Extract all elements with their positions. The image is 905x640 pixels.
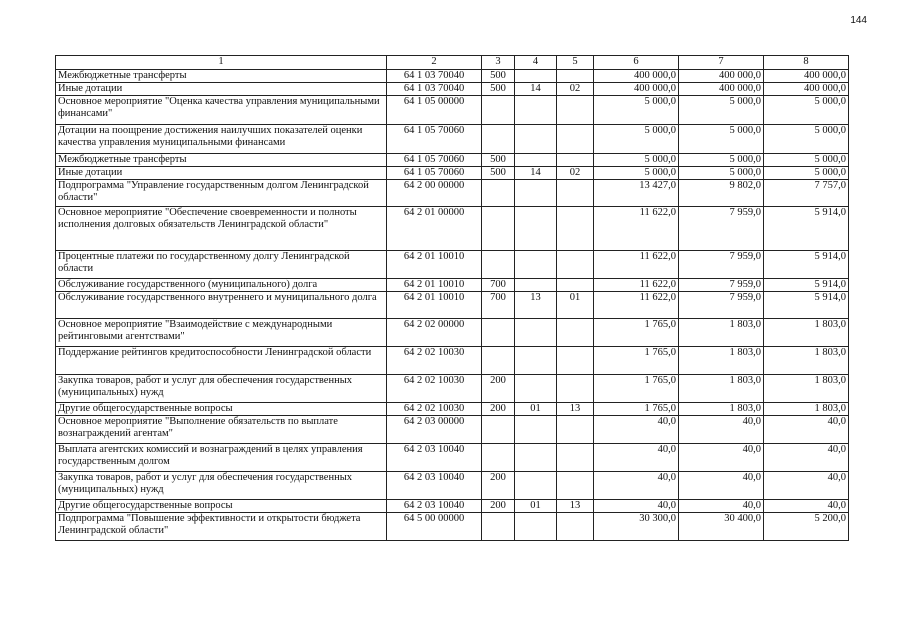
column-header: 4	[515, 56, 557, 70]
row-section	[515, 347, 557, 375]
row-expense-type	[482, 444, 515, 472]
row-amount-col8: 400 000,0	[764, 83, 849, 96]
row-code: 64 1 05 70060	[387, 154, 482, 167]
row-code: 64 2 01 10010	[387, 279, 482, 292]
row-section	[515, 444, 557, 472]
table-row	[56, 279, 849, 292]
row-section: 01	[515, 403, 557, 416]
row-amount-col8: 5 200,0	[764, 513, 849, 541]
row-amount-col8: 40,0	[764, 444, 849, 472]
row-subsection	[557, 180, 594, 207]
row-section	[515, 180, 557, 207]
row-amount-col7: 400 000,0	[679, 70, 764, 83]
row-amount-col6: 40,0	[594, 416, 679, 444]
row-code: 64 1 05 70060	[387, 125, 482, 154]
row-amount-col6: 1 765,0	[594, 347, 679, 375]
row-amount-col6: 40,0	[594, 444, 679, 472]
row-code: 64 2 03 00000	[387, 416, 482, 444]
row-expense-type	[482, 180, 515, 207]
column-header: 7	[679, 56, 764, 70]
row-amount-col7: 30 400,0	[679, 513, 764, 541]
row-subsection	[557, 416, 594, 444]
row-amount-col7: 40,0	[679, 416, 764, 444]
row-amount-col6: 400 000,0	[594, 83, 679, 96]
row-expense-type: 500	[482, 83, 515, 96]
row-section	[515, 513, 557, 541]
row-section: 13	[515, 292, 557, 319]
row-section: 14	[515, 83, 557, 96]
row-amount-col8: 5 914,0	[764, 279, 849, 292]
row-amount-col8: 1 803,0	[764, 375, 849, 403]
row-amount-col7: 40,0	[679, 444, 764, 472]
row-subsection	[557, 125, 594, 154]
row-section	[515, 125, 557, 154]
row-amount-col6: 11 622,0	[594, 279, 679, 292]
table-row	[56, 444, 849, 472]
row-amount-col6: 40,0	[594, 500, 679, 513]
row-expense-type	[482, 125, 515, 154]
row-section	[515, 375, 557, 403]
row-subsection	[557, 96, 594, 125]
row-subsection	[557, 347, 594, 375]
table-row	[56, 347, 849, 375]
table-row	[56, 154, 849, 167]
column-header: 1	[56, 56, 387, 70]
row-amount-col6: 5 000,0	[594, 167, 679, 180]
row-amount-col7: 5 000,0	[679, 154, 764, 167]
row-name: Межбюджетные трансферты	[56, 70, 387, 83]
row-amount-col6: 5 000,0	[594, 96, 679, 125]
table-row	[56, 83, 849, 96]
row-code: 64 1 05 70060	[387, 167, 482, 180]
row-amount-col8: 5 000,0	[764, 154, 849, 167]
row-amount-col8: 5 000,0	[764, 167, 849, 180]
row-amount-col8: 40,0	[764, 472, 849, 500]
row-amount-col8: 5 914,0	[764, 207, 849, 251]
row-code: 64 2 03 10040	[387, 500, 482, 513]
row-subsection	[557, 513, 594, 541]
row-name: Закупка товаров, работ и услуг для обеспечения государственных (муниципальных) нужд	[56, 375, 387, 403]
budget-table	[55, 55, 849, 541]
row-section	[515, 416, 557, 444]
row-expense-type	[482, 513, 515, 541]
row-section	[515, 207, 557, 251]
row-subsection	[557, 444, 594, 472]
row-subsection: 02	[557, 83, 594, 96]
row-amount-col8: 40,0	[764, 500, 849, 513]
column-number-row	[56, 56, 849, 70]
row-expense-type: 500	[482, 167, 515, 180]
row-subsection: 02	[557, 167, 594, 180]
row-expense-type	[482, 96, 515, 125]
row-amount-col6: 1 765,0	[594, 375, 679, 403]
row-amount-col7: 9 802,0	[679, 180, 764, 207]
row-name: Другие общегосударственные вопросы	[56, 500, 387, 513]
column-header: 2	[387, 56, 482, 70]
row-code: 64 2 01 10010	[387, 292, 482, 319]
row-expense-type: 200	[482, 403, 515, 416]
table-row	[56, 70, 849, 83]
row-name: Обслуживание государственного (муниципального) долга	[56, 279, 387, 292]
row-amount-col7: 7 959,0	[679, 251, 764, 279]
row-code: 64 2 01 10010	[387, 251, 482, 279]
row-amount-col6: 30 300,0	[594, 513, 679, 541]
row-code: 64 2 03 10040	[387, 472, 482, 500]
row-amount-col6: 5 000,0	[594, 154, 679, 167]
row-code: 64 2 02 10030	[387, 375, 482, 403]
row-section	[515, 319, 557, 347]
row-amount-col6: 40,0	[594, 472, 679, 500]
row-section	[515, 279, 557, 292]
row-amount-col6: 11 622,0	[594, 251, 679, 279]
row-expense-type	[482, 416, 515, 444]
row-section: 14	[515, 167, 557, 180]
table-body	[56, 70, 849, 541]
row-code: 64 1 03 70040	[387, 83, 482, 96]
row-amount-col7: 7 959,0	[679, 207, 764, 251]
row-expense-type	[482, 251, 515, 279]
row-name: Подпрограмма "Управление государственным долгом Ленинградской области"	[56, 180, 387, 207]
row-expense-type: 500	[482, 70, 515, 83]
row-expense-type: 200	[482, 500, 515, 513]
row-section	[515, 70, 557, 83]
row-amount-col8: 1 803,0	[764, 403, 849, 416]
row-subsection	[557, 251, 594, 279]
row-amount-col8: 40,0	[764, 416, 849, 444]
row-code: 64 2 02 00000	[387, 319, 482, 347]
row-code: 64 2 02 10030	[387, 347, 482, 375]
row-code: 64 2 00 00000	[387, 180, 482, 207]
table-row	[56, 500, 849, 513]
row-amount-col7: 1 803,0	[679, 347, 764, 375]
row-amount-col6: 13 427,0	[594, 180, 679, 207]
row-subsection	[557, 375, 594, 403]
row-code: 64 2 02 10030	[387, 403, 482, 416]
row-amount-col8: 1 803,0	[764, 347, 849, 375]
row-amount-col7: 5 000,0	[679, 167, 764, 180]
row-subsection	[557, 207, 594, 251]
row-name: Основное мероприятие "Оценка качества управления муниципальными финансами"	[56, 96, 387, 125]
row-section: 01	[515, 500, 557, 513]
row-amount-col8: 5 914,0	[764, 251, 849, 279]
row-amount-col8: 5 000,0	[764, 96, 849, 125]
row-name: Межбюджетные трансферты	[56, 154, 387, 167]
row-amount-col8: 1 803,0	[764, 319, 849, 347]
row-amount-col7: 1 803,0	[679, 403, 764, 416]
row-amount-col8: 5 914,0	[764, 292, 849, 319]
table-row	[56, 292, 849, 319]
table-row	[56, 125, 849, 154]
row-name: Обслуживание государственного внутреннего и муниципального долга	[56, 292, 387, 319]
page-number: 144	[850, 15, 867, 26]
row-amount-col8: 5 000,0	[764, 125, 849, 154]
table-row	[56, 319, 849, 347]
row-expense-type	[482, 207, 515, 251]
row-name: Другие общегосударственные вопросы	[56, 403, 387, 416]
row-code: 64 2 01 00000	[387, 207, 482, 251]
row-name: Основное мероприятие "Выполнение обязательств по выплате вознаграждений агентам"	[56, 416, 387, 444]
row-amount-col6: 1 765,0	[594, 403, 679, 416]
row-subsection: 13	[557, 500, 594, 513]
row-expense-type: 700	[482, 279, 515, 292]
row-subsection	[557, 279, 594, 292]
column-header: 3	[482, 56, 515, 70]
row-section	[515, 251, 557, 279]
row-amount-col7: 40,0	[679, 472, 764, 500]
row-amount-col6: 5 000,0	[594, 125, 679, 154]
row-subsection	[557, 154, 594, 167]
table-row	[56, 375, 849, 403]
column-header: 8	[764, 56, 849, 70]
row-amount-col7: 1 803,0	[679, 319, 764, 347]
row-expense-type: 200	[482, 472, 515, 500]
row-subsection	[557, 319, 594, 347]
row-expense-type	[482, 319, 515, 347]
table-row	[56, 207, 849, 251]
table-row	[56, 403, 849, 416]
row-expense-type: 700	[482, 292, 515, 319]
table-row	[56, 513, 849, 541]
row-amount-col6: 11 622,0	[594, 292, 679, 319]
row-subsection: 01	[557, 292, 594, 319]
row-code: 64 1 05 00000	[387, 96, 482, 125]
table-row	[56, 180, 849, 207]
row-amount-col8: 400 000,0	[764, 70, 849, 83]
row-name: Выплата агентских комиссий и вознаграждений в целях управления государственным долгом	[56, 444, 387, 472]
row-amount-col7: 400 000,0	[679, 83, 764, 96]
row-amount-col6: 400 000,0	[594, 70, 679, 83]
row-code: 64 5 00 00000	[387, 513, 482, 541]
column-header: 5	[557, 56, 594, 70]
row-name: Поддержание рейтингов кредитоспособности Ленинградской области	[56, 347, 387, 375]
row-name: Основное мероприятие "Взаимодействие с международными рейтинговыми агентствами"	[56, 319, 387, 347]
table-row	[56, 416, 849, 444]
row-name: Процентные платежи по государственному долгу Ленинградской области	[56, 251, 387, 279]
row-section	[515, 96, 557, 125]
row-subsection	[557, 472, 594, 500]
row-amount-col7: 7 959,0	[679, 292, 764, 319]
row-code: 64 2 03 10040	[387, 444, 482, 472]
row-name: Иные дотации	[56, 167, 387, 180]
row-name: Иные дотации	[56, 83, 387, 96]
table-row	[56, 251, 849, 279]
row-amount-col6: 1 765,0	[594, 319, 679, 347]
row-name: Основное мероприятие "Обеспечение своевременности и полноты исполнения долговых обязательств Ленинградской области"	[56, 207, 387, 251]
row-expense-type: 500	[482, 154, 515, 167]
row-expense-type	[482, 347, 515, 375]
row-amount-col6: 11 622,0	[594, 207, 679, 251]
row-name: Закупка товаров, работ и услуг для обеспечения государственных (муниципальных) нужд	[56, 472, 387, 500]
row-amount-col7: 1 803,0	[679, 375, 764, 403]
table-row	[56, 472, 849, 500]
row-section	[515, 472, 557, 500]
row-subsection: 13	[557, 403, 594, 416]
column-header: 6	[594, 56, 679, 70]
row-amount-col7: 7 959,0	[679, 279, 764, 292]
row-amount-col7: 5 000,0	[679, 125, 764, 154]
row-code: 64 1 03 70040	[387, 70, 482, 83]
row-amount-col7: 40,0	[679, 500, 764, 513]
row-name: Дотации на поощрение достижения наилучших показателей оценки качества управления муниципальными финансами	[56, 125, 387, 154]
table-row	[56, 167, 849, 180]
row-amount-col8: 7 757,0	[764, 180, 849, 207]
row-section	[515, 154, 557, 167]
row-amount-col7: 5 000,0	[679, 96, 764, 125]
row-name: Подпрограмма "Повышение эффективности и открытости бюджета Ленинградской области"	[56, 513, 387, 541]
row-subsection	[557, 70, 594, 83]
row-expense-type: 200	[482, 375, 515, 403]
table-row	[56, 96, 849, 125]
